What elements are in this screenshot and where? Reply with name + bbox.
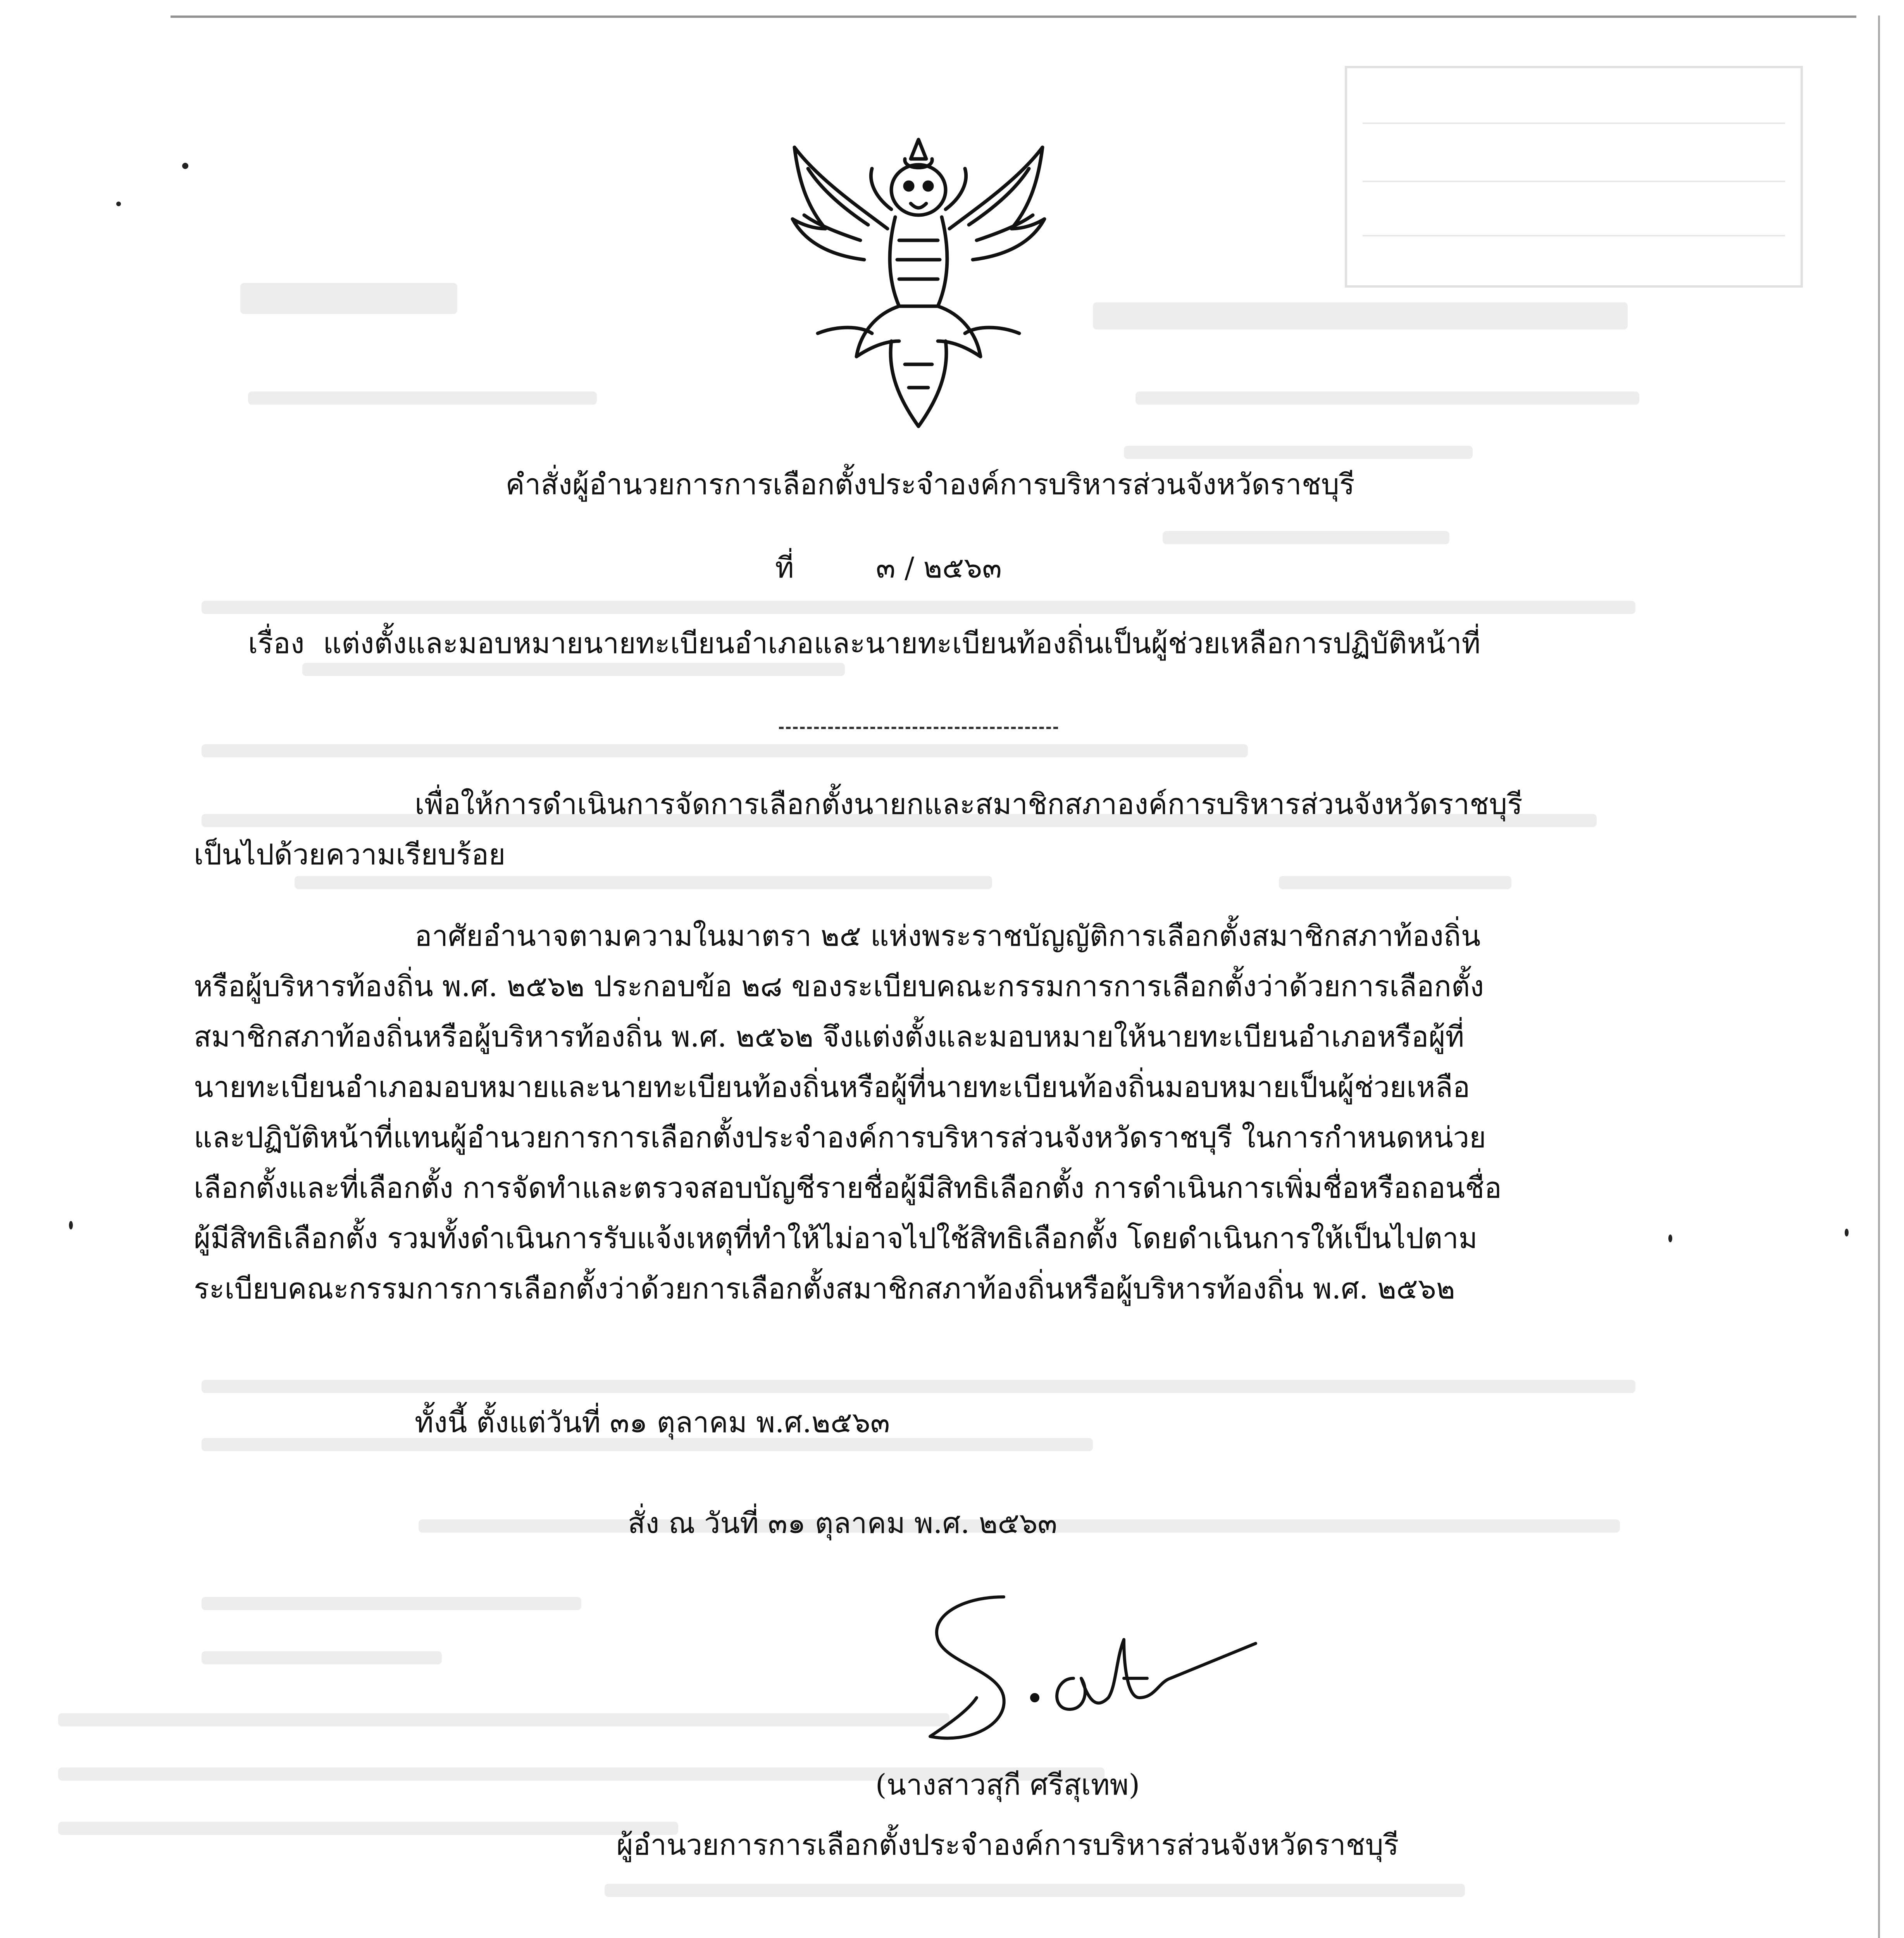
paragraph-line: สมาชิกสภาท้องถิ่นหรือผู้บริหารท้องถิ่น พ.ศ. ๒๕๖๒ จึงแต่งตั้งและมอบหมายให้นายทะเบียนอำเภอหรือผู้ที่ [194,1020,1465,1053]
paragraph-line: ระเบียบคณะกรรมการการเลือกตั้งว่าด้วยการเลือกตั้งสมาชิกสภาท้องถิ่นหรือผู้บริหารท้องถิ่น พ.ศ. ๒๕๖๒ [194,1272,1455,1305]
paragraph-purpose [194,779,1666,880]
paragraph-line: และปฏิบัติหน้าที่แทนผู้อำนวยการการเลือกตั้งประจำองค์การบริหารส่วนจังหวัดราชบุรี ในการกำหนดหน่วย [194,1121,1486,1154]
signature [907,1581,1287,1767]
paragraph-line: นายทะเบียนอำเภอมอบหมายและนายทะเบียนท้องถิ่นหรือผู้ที่นายทะเบียนท้องถิ่นมอบหมายเป็นผู้ช่วยเหลือ [194,1071,1470,1104]
subject-text: แต่งตั้งและมอบหมายนายทะเบียนอำเภอและนายทะเบียนท้องถิ่นเป็นผู้ช่วยเหลือการปฏิบัติหน้าที่ [323,627,1481,660]
divider-line [779,727,1058,729]
paragraph-line: ผู้มีสิทธิเลือกตั้ง รวมทั้งดำเนินการรับแจ้งเหตุที่ทำให้ไม่อาจไปใช้สิทธิเลือกตั้ง โดยดำเนินการให้เป็นไปตาม [194,1222,1478,1255]
subject-label: เรื่อง [248,627,305,660]
paragraph-line: เพื่อให้การดำเนินการจัดการเลือกตั้งนายกและสมาชิกสภาองค์การบริหารส่วนจังหวัดราชบุรี [415,788,1523,821]
signer-position: ผู้อำนวยการการเลือกตั้งประจำองค์การบริหารส่วนจังหวัดราชบุรี [616,1828,1399,1862]
paragraph-line: หรือผู้บริหารท้องถิ่น พ.ศ. ๒๕๖๒ ประกอบข้อ ๒๘ ของระเบียบคณะกรรมการการเลือกตั้งว่าด้วยการเลือกตั้ง [194,970,1484,1003]
order-number-label: ที่ [775,551,794,585]
document-title: คำสั่งผู้อำนวยการการเลือกตั้งประจำองค์การบริหารส่วนจังหวัดราชบุรี [505,468,1355,501]
subject-row [248,624,1480,663]
paragraph-authority [194,911,1666,1314]
garuda-emblem-icon [771,132,1066,442]
signer-name: (นางสาวสุกี ศรีสุเทพ) [875,1768,1140,1802]
scan-speck [1845,1229,1849,1236]
scan-speck [182,163,188,169]
scan-edge [1878,16,1880,1938]
scan-speck [69,1221,73,1229]
paragraph-line: อาศัยอำนาจตามความในมาตรา ๒๕ แห่งพระราชบัญญัติการเลือกตั้งสมาชิกสภาท้องถิ่น [415,919,1481,953]
effective-date: ทั้งนี้ ตั้งแต่วันที่ ๓๑ ตุลาคม พ.ศ.๒๕๖๓ [415,1406,890,1439]
scan-speck [116,202,121,206]
paragraph-line: เป็นไปด้วยความเรียบร้อย [194,838,506,871]
received-stamp [1345,66,1803,288]
scan-speck [1668,1235,1672,1242]
order-number-value: ๓ / ๒๕๖๓ [876,551,1002,585]
scan-edge [171,16,1856,18]
order-date: สั่ง ณ วันที่ ๓๑ ตุลาคม พ.ศ. ๒๕๖๓ [628,1507,1057,1540]
paragraph-line: เลือกตั้งและที่เลือกตั้ง การจัดทำและตรวจสอบบัญชีรายชื่อผู้มีสิทธิเลือกตั้ง การดำเนินการเพิ่มชื่อหรือถอนชื่อ [194,1171,1502,1205]
